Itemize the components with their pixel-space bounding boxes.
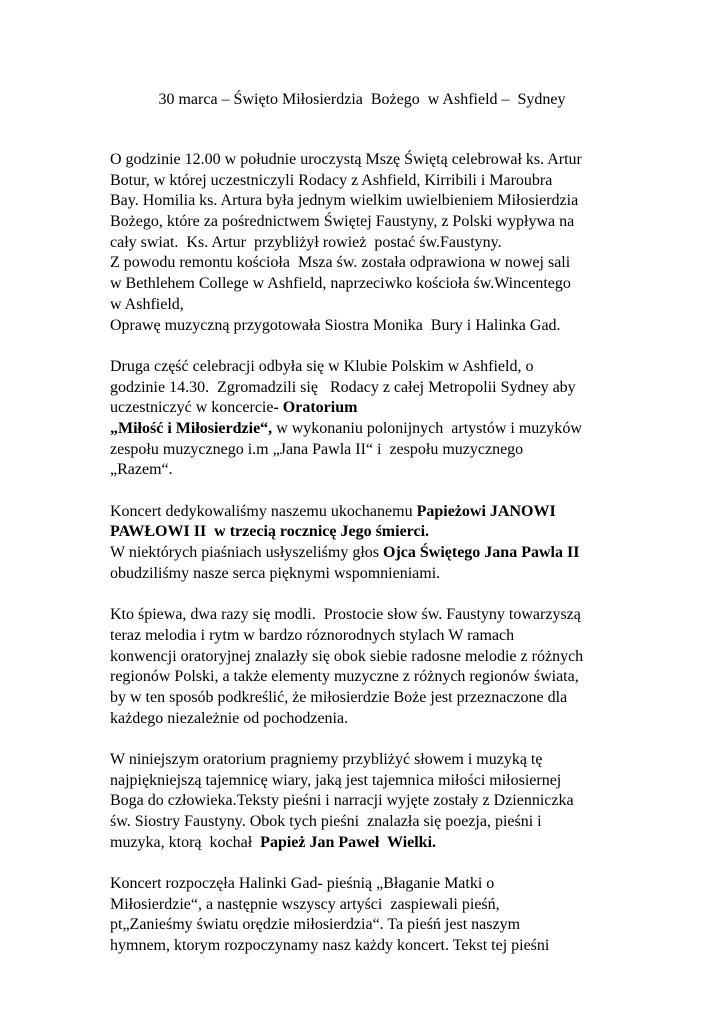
text-line: „Razem“. [110,461,173,479]
text-line: najpiękniejszą tajemnicę wiary, jaką jest tajemnica miłości miłosiernej [110,771,562,789]
text-line: O godzinie 12.00 w południe uroczystą Mszę Świętą celebrował ks. Artur [110,151,582,168]
text-line: Bay. Homilia ks. Artura była jednym wielkim uwielbieniem Miłosierdzia [110,192,579,210]
paragraph-mass [110,150,630,336]
text-line [110,419,630,440]
paragraph-gap [110,336,630,357]
text-segment: w wykonaniu polonijnych artystów i muzyków [272,419,582,437]
text-line [110,502,630,523]
paragraph-gap [110,729,630,750]
article-body [110,150,630,957]
text-line [110,398,630,419]
text-line: każdego niezależnie od pochodzenia. [110,709,349,727]
text-line: godzinie 14.30. Zgromadzili się Rodacy z całej Metropolii Sydney aby [110,378,576,396]
paragraph-gap [110,853,630,874]
bold-text: Ojca Świętego Jana Pawla II [383,544,580,562]
text-line: Z powodu remontu kościoła Msza św. została odprawiona w nowej sali [110,254,571,272]
text-segment: Koncert dedykowaliśmy naszemu ukochanemu [110,502,417,520]
text-line: Oprawę muzyczną przygotowała Siostra Monika Bury i Halinka Gad. [110,316,561,334]
text-line: Druga część celebracji odbyła się w Klubie Polskim w Ashfield, o [110,357,534,375]
text-segment: W niektórych piaśniach usłyszeliśmy głos [110,544,383,562]
text-line: by w ten sposób podkreślić, że miłosierdzie Boże jest przeznaczone dla [110,688,568,706]
text-line [110,543,630,564]
text-line: cały swiat. Ks. Artur przybliżył rowież postać św.Faustyny. [110,233,502,251]
text-line: konwencji oratoryjnej znalazły się obok siebie radosne melodie z różnych [110,647,584,665]
bold-text: „Miłość i Miłosierdzie“, [110,419,273,437]
text-line: zespołu muzycznego i.m „Jana Pawla II“ i zespołu muzycznego [110,440,524,458]
text-line: Koncert rozpoczęła Halinki Gad- pieśnią „Błaganie Matki o [110,875,495,893]
paragraph-gap [110,584,630,605]
text-line: w Bethlehem College w Ashfield, naprzeciwko kościoła św.Wincentego [110,275,571,293]
text-line: obudziliśmy nasze serca pięknymi wspomnieniami. [110,564,441,582]
text-line [110,833,630,854]
text-line: św. Siostry Faustyny. Obok tych pieśni znalazła się poezja, pieśni i [110,813,542,830]
paragraph-gap [110,481,630,502]
paragraph-concert [110,874,630,957]
text-segment: uczestniczyć w koncercie [110,399,274,417]
text-line: Botur, w której uczestniczyli Rodacy z Ashfield, Kirribili i Maroubra [110,171,553,189]
paragraph-singing [110,605,630,729]
text-line: Bożego, które za pośrednictwem Świętej Faustyny, z Polski wypływa na [110,213,575,231]
bold-text: Papieżowi JANOWI [416,502,556,520]
text-line: w Ashfield, [110,295,184,313]
text-line: teraz melodia i rytm w bardzo róznorodnych stylach W ramach [110,626,515,644]
page-title: 30 marca – Święto Miłosierdzia Bożego w Ashfield – Sydney [158,91,566,108]
text-line [110,522,630,543]
text-line: Boga do człowieka.Teksty pieśni i narracji wyjęte zostały z Dzienniczka [110,792,574,810]
bold-text: Papież Jan Paweł Wielki. [260,833,437,851]
text-line: pt„Zanieśmy światu orędzie miłosierdzia“. Ta pieśń jest naszym [110,916,521,934]
text-line: Kto śpiewa, dwa razy się modli. Prostocie słow św. Faustyny towarzyszą [110,606,581,624]
text-line: W niniejszym oratorium pragniemy przybliżyć słowem i muzyką tę [110,750,543,768]
text-line: Miłosierdzie“, a następnie wszyscy artyści zaspiewali pieśń, [110,895,500,913]
bold-text: - Oratorium [273,399,358,417]
text-segment: muzyka, ktorą kochał [110,833,261,851]
paragraph-celebration [110,357,630,481]
bold-text: PAWŁOWI II w trzecią rocznicę Jego śmierci. [110,523,430,541]
paragraph-dedication [110,502,630,585]
text-line: hymnem, ktorym rozpoczynamy nasz każdy koncert. Tekst tej pieśni [110,937,550,955]
text-line: regionów Polski, a także elementy muzyczne z różnych regionów świata, [110,668,579,686]
paragraph-oratorium [110,750,630,853]
